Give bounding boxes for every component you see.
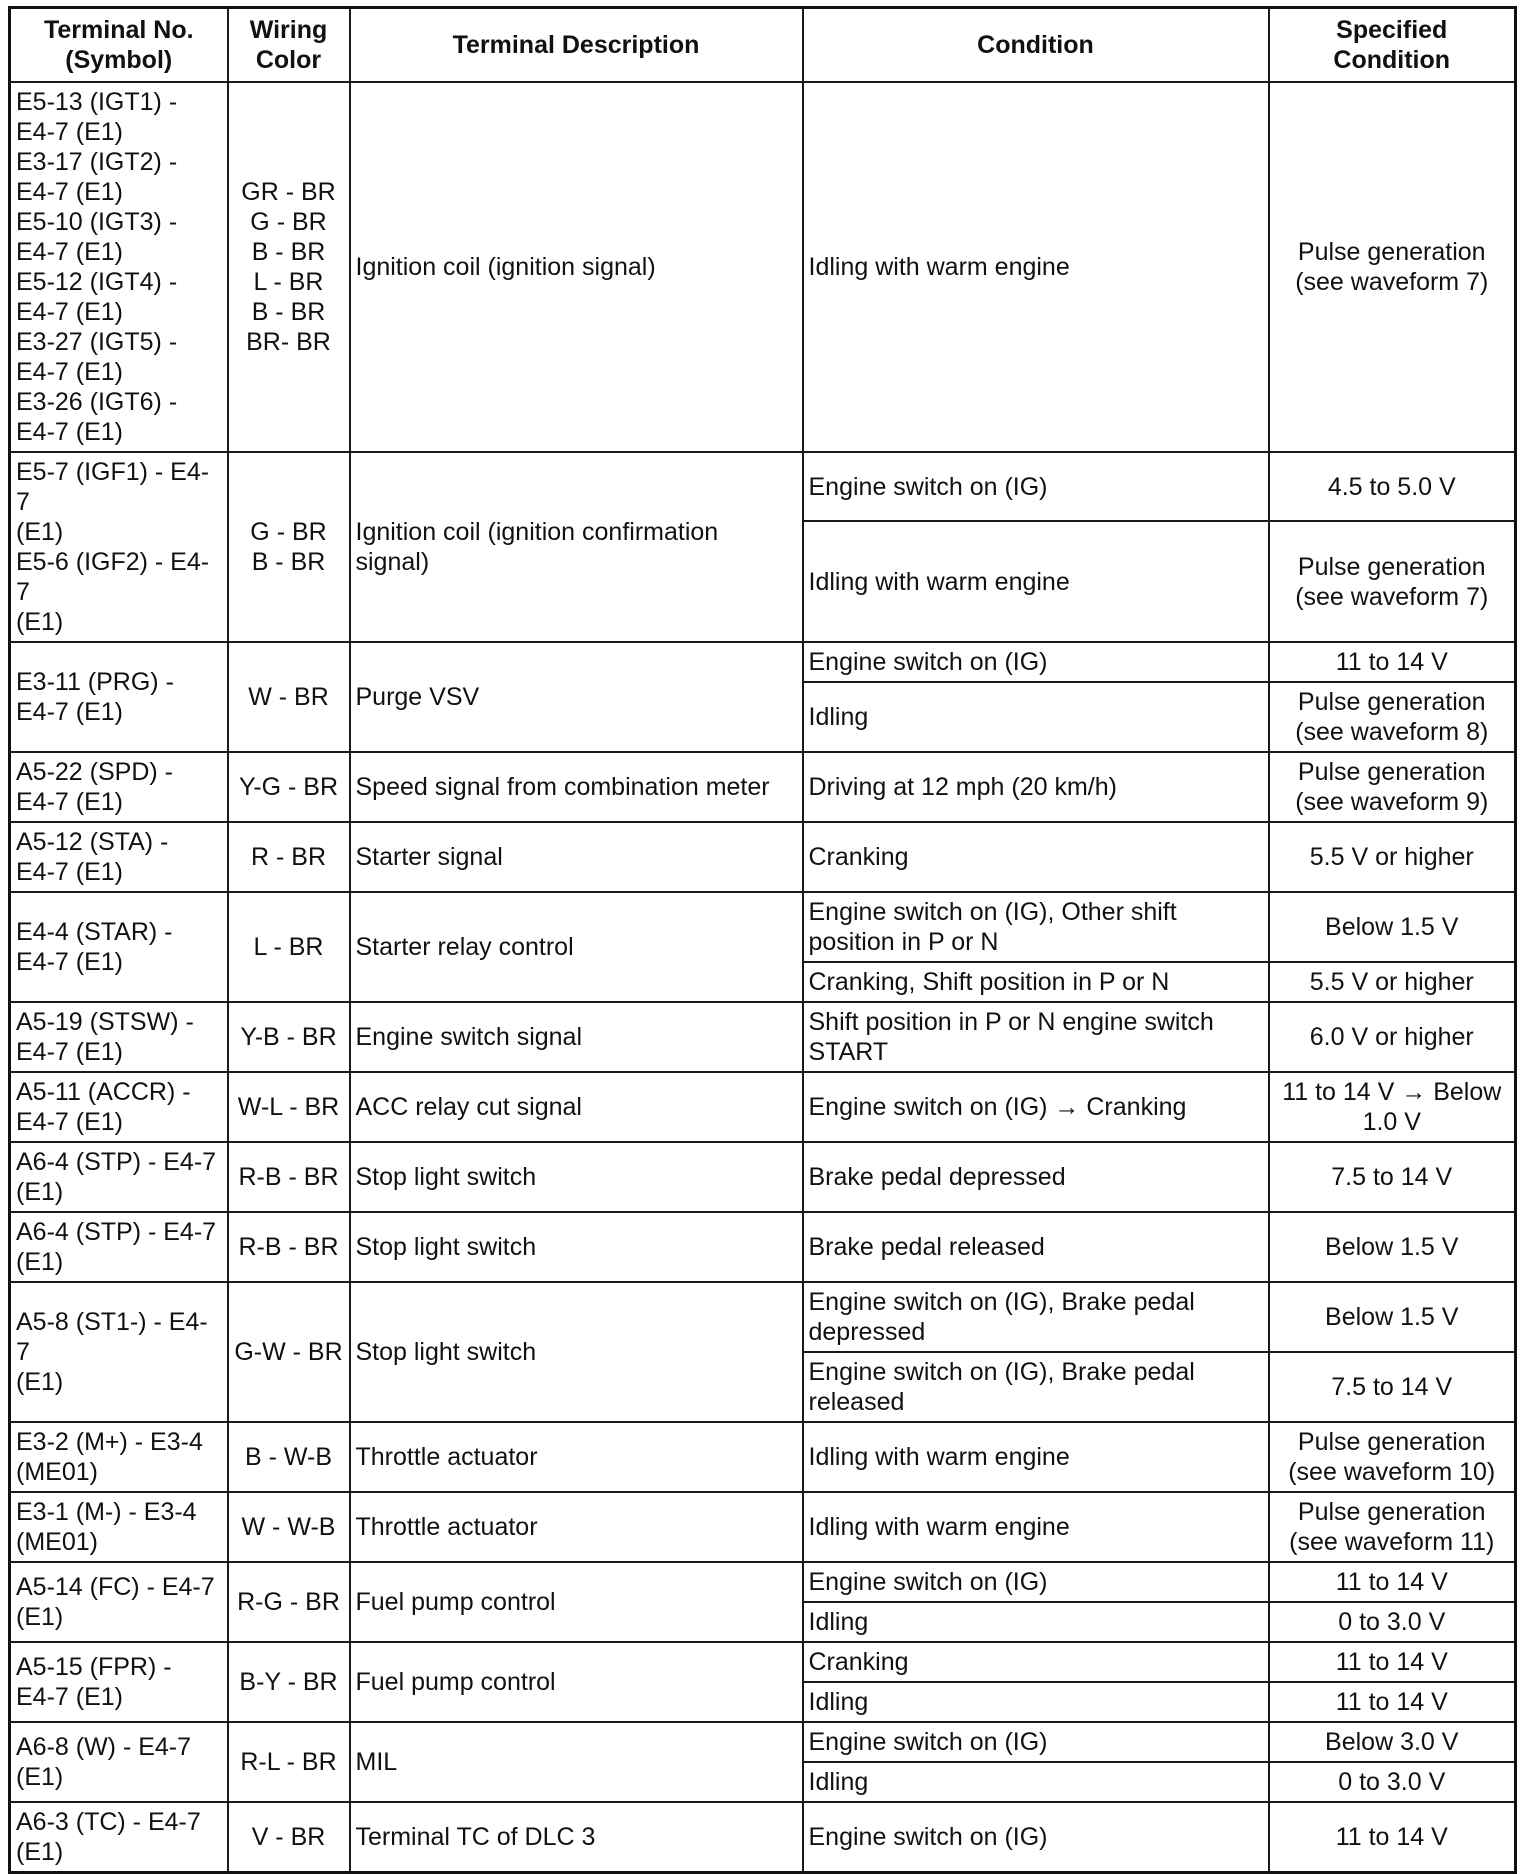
table-row <box>10 642 1516 682</box>
condition-cell: Idling <box>803 1762 1269 1802</box>
table-row <box>10 1142 1516 1212</box>
header-wiring-color: Wiring Color <box>228 8 350 83</box>
wiring-color-cell: V - BR <box>228 1802 350 1873</box>
specified-condition-cell: Pulse generation (see waveform 10) <box>1269 1422 1516 1492</box>
condition-cell: Idling with warm engine <box>803 521 1269 642</box>
terminal-specification-sheet <box>8 6 1514 1866</box>
terminal-description-cell: Starter signal <box>350 822 803 892</box>
terminal-cell: E5-13 (IGT1) - E4-7 (E1) E3-17 (IGT2) - E4-7 (E1) E5-10 (IGT3) - E4-7 (E1) E5-12 (IGT4) - E4-7 (E1) E3-27 (IGT5) - E4-7 (E1) E3-26 (IGT6) - E4-7 (E1) <box>10 82 228 452</box>
condition-cell: Engine switch on (IG), Brake pedal depressed <box>803 1282 1269 1352</box>
terminal-description-cell: Stop light switch <box>350 1212 803 1282</box>
terminal-description-cell: Starter relay control <box>350 892 803 1002</box>
table-row <box>10 1072 1516 1142</box>
specified-condition-cell: Pulse generation (see waveform 7) <box>1269 521 1516 642</box>
terminal-cell: E5-7 (IGF1) - E4-7 (E1) E5-6 (IGF2) - E4-7 (E1) <box>10 452 228 642</box>
wiring-color-cell: B-Y - BR <box>228 1642 350 1722</box>
condition-cell: Idling <box>803 1602 1269 1642</box>
terminal-cell: E3-11 (PRG) - E4-7 (E1) <box>10 642 228 752</box>
specified-condition-cell: 0 to 3.0 V <box>1269 1602 1516 1642</box>
terminal-description-cell: ACC relay cut signal <box>350 1072 803 1142</box>
specified-condition-cell: 6.0 V or higher <box>1269 1002 1516 1072</box>
wiring-color-cell: L - BR <box>228 892 350 1002</box>
specified-condition-cell: 7.5 to 14 V <box>1269 1352 1516 1422</box>
specified-condition-cell: 5.5 V or higher <box>1269 962 1516 1002</box>
specified-condition-cell: 5.5 V or higher <box>1269 822 1516 892</box>
terminal-cell: E4-4 (STAR) - E4-7 (E1) <box>10 892 228 1002</box>
condition-cell: Cranking <box>803 1642 1269 1682</box>
terminal-cell: A6-3 (TC) - E4-7 (E1) <box>10 1802 228 1873</box>
terminal-description-cell: Stop light switch <box>350 1282 803 1422</box>
condition-cell: Idling with warm engine <box>803 82 1269 452</box>
table-row <box>10 1282 1516 1352</box>
terminal-cell: A6-8 (W) - E4-7 (E1) <box>10 1722 228 1802</box>
terminal-description-cell: Fuel pump control <box>350 1562 803 1642</box>
terminal-description-cell: Throttle actuator <box>350 1422 803 1492</box>
terminal-cell: A5-11 (ACCR) - E4-7 (E1) <box>10 1072 228 1142</box>
table-row <box>10 1562 1516 1602</box>
header-terminal-description: Terminal Description <box>350 8 803 83</box>
specified-condition-cell: 11 to 14 V <box>1269 1642 1516 1682</box>
condition-cell: Shift position in P or N engine switch START <box>803 1002 1269 1072</box>
condition-cell: Idling with warm engine <box>803 1492 1269 1562</box>
terminal-description-cell: Engine switch signal <box>350 1002 803 1072</box>
specified-condition-cell: 7.5 to 14 V <box>1269 1142 1516 1212</box>
condition-cell: Engine switch on (IG) → Cranking <box>803 1072 1269 1142</box>
specified-condition-cell: 11 to 14 V <box>1269 642 1516 682</box>
terminal-description-cell: Throttle actuator <box>350 1492 803 1562</box>
condition-cell: Driving at 12 mph (20 km/h) <box>803 752 1269 822</box>
specified-condition-cell: Pulse generation (see waveform 9) <box>1269 752 1516 822</box>
table-header-row <box>10 8 1516 83</box>
wiring-color-cell: R-B - BR <box>228 1212 350 1282</box>
wiring-color-cell: G-W - BR <box>228 1282 350 1422</box>
terminal-description-cell: Ignition coil (ignition signal) <box>350 82 803 452</box>
wiring-color-cell: Y-G - BR <box>228 752 350 822</box>
specified-condition-cell: 11 to 14 V <box>1269 1802 1516 1873</box>
table-body <box>10 82 1516 1873</box>
condition-cell: Cranking, Shift position in P or N <box>803 962 1269 1002</box>
specified-condition-cell: 11 to 14 V → Below 1.0 V <box>1269 1072 1516 1142</box>
wiring-color-cell: B - W-B <box>228 1422 350 1492</box>
specified-condition-cell: Below 1.5 V <box>1269 1212 1516 1282</box>
terminal-cell: A5-14 (FC) - E4-7 (E1) <box>10 1562 228 1642</box>
condition-cell: Engine switch on (IG) <box>803 1562 1269 1602</box>
table-row <box>10 1212 1516 1282</box>
table-row <box>10 822 1516 892</box>
terminal-description-cell: Terminal TC of DLC 3 <box>350 1802 803 1873</box>
specified-condition-cell: Below 3.0 V <box>1269 1722 1516 1762</box>
condition-cell: Engine switch on (IG) <box>803 452 1269 521</box>
table-row <box>10 1642 1516 1682</box>
terminal-cell: A5-12 (STA) - E4-7 (E1) <box>10 822 228 892</box>
header-terminal-no: Terminal No. (Symbol) <box>10 8 228 83</box>
table-row <box>10 1002 1516 1072</box>
specified-condition-cell: Pulse generation (see waveform 8) <box>1269 682 1516 752</box>
specified-condition-cell: 11 to 14 V <box>1269 1562 1516 1602</box>
wiring-color-cell: G - BR B - BR <box>228 452 350 642</box>
wiring-color-cell: W - BR <box>228 642 350 752</box>
terminal-description-cell: MIL <box>350 1722 803 1802</box>
terminal-cell: E3-2 (M+) - E3-4 (ME01) <box>10 1422 228 1492</box>
terminal-cell: A5-22 (SPD) - E4-7 (E1) <box>10 752 228 822</box>
terminal-cell: A6-4 (STP) - E4-7 (E1) <box>10 1142 228 1212</box>
condition-cell: Cranking <box>803 822 1269 892</box>
specified-condition-cell: 11 to 14 V <box>1269 1682 1516 1722</box>
table-row <box>10 1802 1516 1873</box>
terminal-table <box>8 6 1517 1874</box>
terminal-cell: A5-8 (ST1-) - E4-7 (E1) <box>10 1282 228 1422</box>
wiring-color-cell: W - W-B <box>228 1492 350 1562</box>
specified-condition-cell: Pulse generation (see waveform 11) <box>1269 1492 1516 1562</box>
table-row <box>10 1422 1516 1492</box>
specified-condition-cell: Pulse generation (see waveform 7) <box>1269 82 1516 452</box>
wiring-color-cell: W-L - BR <box>228 1072 350 1142</box>
wiring-color-cell: R-L - BR <box>228 1722 350 1802</box>
terminal-description-cell: Ignition coil (ignition confirmation signal) <box>350 452 803 642</box>
table-row <box>10 1722 1516 1762</box>
specified-condition-cell: 4.5 to 5.0 V <box>1269 452 1516 521</box>
terminal-description-cell: Speed signal from combination meter <box>350 752 803 822</box>
wiring-color-cell: R-G - BR <box>228 1562 350 1642</box>
wiring-color-cell: GR - BR G - BR B - BR L - BR B - BR BR- BR <box>228 82 350 452</box>
table-row <box>10 892 1516 962</box>
terminal-description-cell: Purge VSV <box>350 642 803 752</box>
condition-cell: Engine switch on (IG) <box>803 642 1269 682</box>
terminal-cell: A5-19 (STSW) - E4-7 (E1) <box>10 1002 228 1072</box>
terminal-cell: E3-1 (M-) - E3-4 (ME01) <box>10 1492 228 1562</box>
condition-cell: Engine switch on (IG) <box>803 1722 1269 1762</box>
condition-cell: Idling <box>803 682 1269 752</box>
table-row <box>10 82 1516 452</box>
specified-condition-cell: Below 1.5 V <box>1269 1282 1516 1352</box>
terminal-cell: A5-15 (FPR) - E4-7 (E1) <box>10 1642 228 1722</box>
wiring-color-cell: R - BR <box>228 822 350 892</box>
condition-cell: Brake pedal depressed <box>803 1142 1269 1212</box>
terminal-description-cell: Fuel pump control <box>350 1642 803 1722</box>
condition-cell: Idling <box>803 1682 1269 1722</box>
condition-cell: Engine switch on (IG), Brake pedal released <box>803 1352 1269 1422</box>
header-condition: Condition <box>803 8 1269 83</box>
wiring-color-cell: Y-B - BR <box>228 1002 350 1072</box>
specified-condition-cell: 0 to 3.0 V <box>1269 1762 1516 1802</box>
condition-cell: Engine switch on (IG) <box>803 1802 1269 1873</box>
wiring-color-cell: R-B - BR <box>228 1142 350 1212</box>
specified-condition-cell: Below 1.5 V <box>1269 892 1516 962</box>
condition-cell: Brake pedal released <box>803 1212 1269 1282</box>
condition-cell: Idling with warm engine <box>803 1422 1269 1492</box>
table-row <box>10 1492 1516 1562</box>
table-row <box>10 752 1516 822</box>
table-row <box>10 452 1516 521</box>
condition-cell: Engine switch on (IG), Other shift position in P or N <box>803 892 1269 962</box>
terminal-cell: A6-4 (STP) - E4-7 (E1) <box>10 1212 228 1282</box>
terminal-description-cell: Stop light switch <box>350 1142 803 1212</box>
header-specified-condition: Specified Condition <box>1269 8 1516 83</box>
